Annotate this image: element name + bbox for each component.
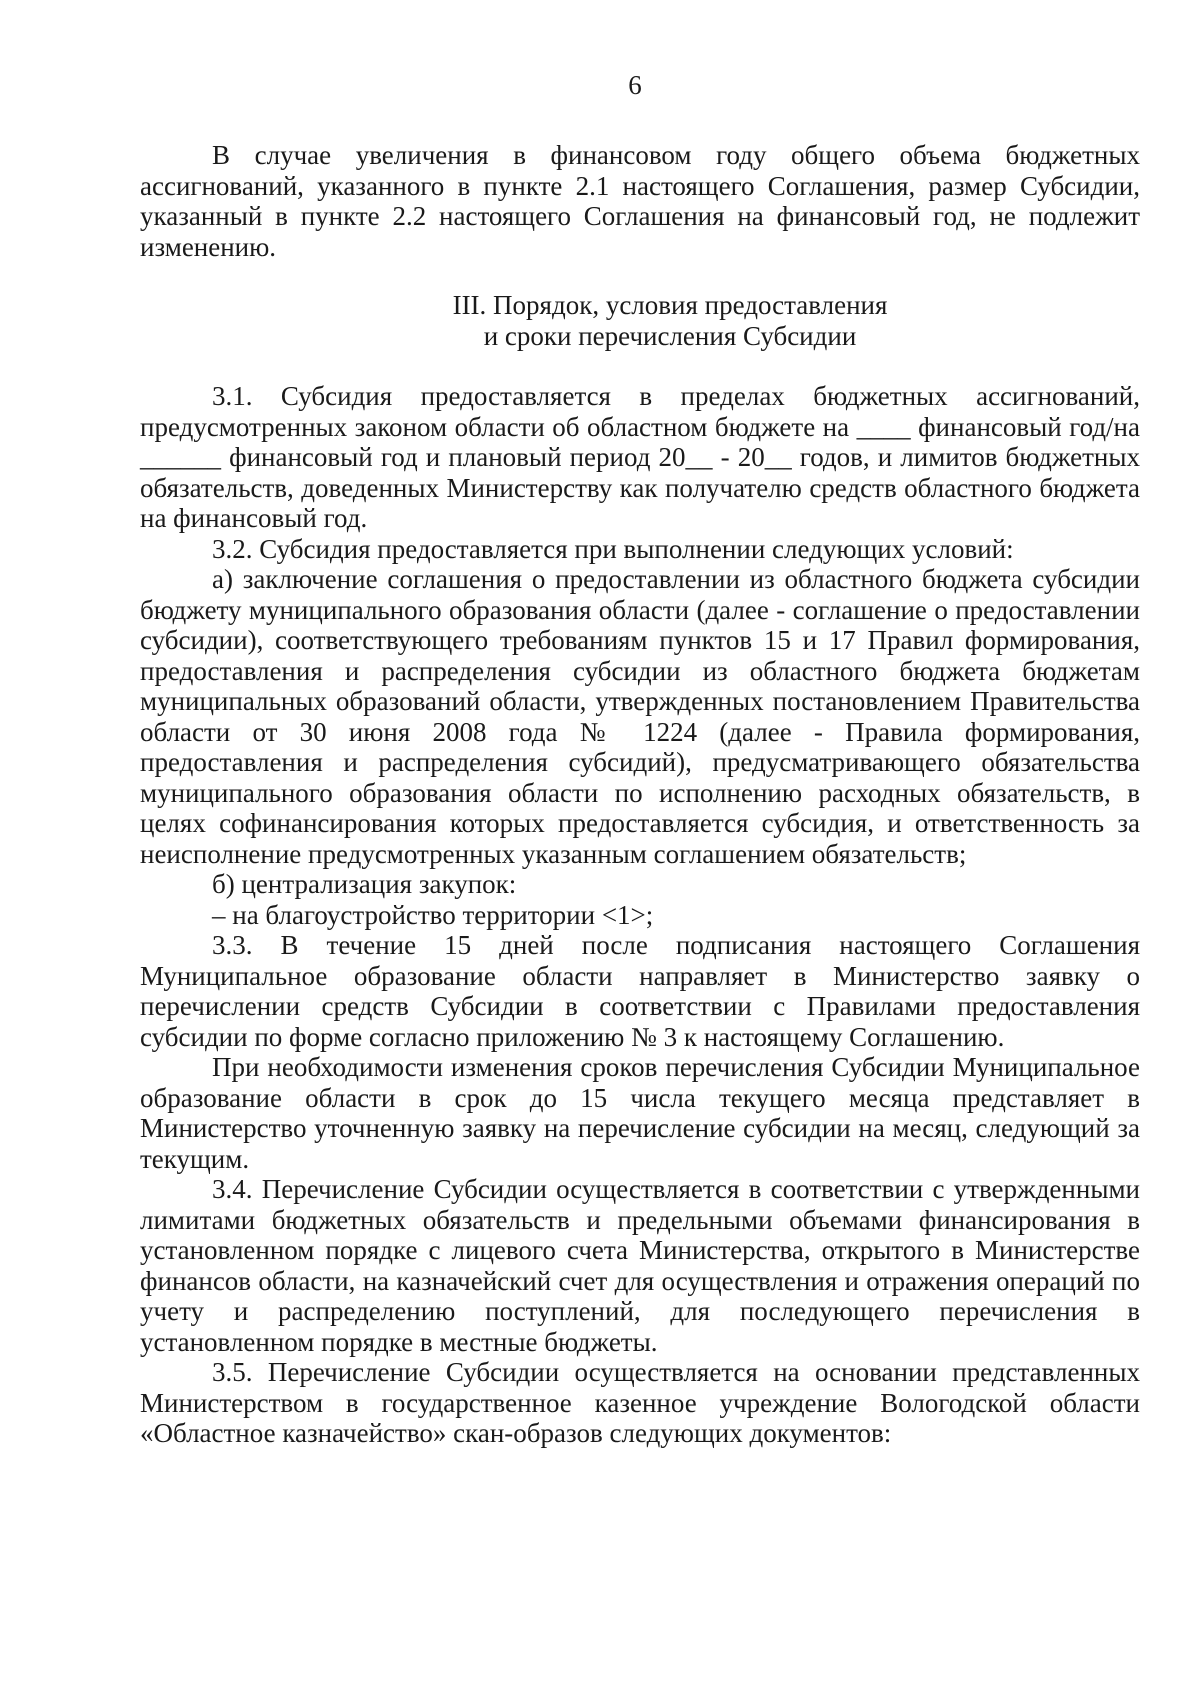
page-number: 6 (628, 70, 642, 100)
paragraph-3-2-b: б) централизация закупок: (212, 869, 517, 899)
paragraph-3-3-continued: При необходимости изменения сроков перечисления Субсидии Муниципальное образование области в срок до 15 числа текущего месяца представляет в Министерство уточненную заявку на перечисление субсидии на месяц, следующий за текущим. (140, 1052, 1140, 1174)
section-heading-line-2: и сроки перечисления Субсидии (483, 320, 857, 351)
paragraph-3-2-a: а) заключение соглашения о предоставлении из областного бюджета субсидии бюджету муниципального образования области (далее - соглашение о предоставлении субсидии), соответствующего требованиям пунктов 15 и 17 Правил формирования, предоставления и распределения субсидии из областного бюджета бюджетам муниципальных образований области, утвержденных постановлением Правительства области от 30 июня 2008 года № 1224 (далее - Правила формирования, предоставления и распределения субсидий), предусматривающего обязательства муниципального образования области по исполнению расходных обязательств, в целях софинансирования которых предоставляется субсидия, и ответственность за неисполнение предусмотренных указанным соглашением обязательств; (140, 564, 1140, 869)
document-body (140, 140, 1140, 1449)
intro-paragraph: В случае увеличения в финансовом году общего объема бюджетных ассигнований, указанного в пункте 2.1 настоящего Соглашения, размер Субсидии, указанный в пункте 2.2 настоящего Соглашения на финансовый год, не подлежит изменению. (140, 140, 1140, 262)
section-heading (140, 290, 1140, 351)
paragraph-3-1: 3.1. Субсидия предоставляется в пределах бюджетных ассигнований, предусмотренных законом области об областном бюджете на ____ финансовый год/на ______ финансовый год и плановый период 20__ - 20__ годов, и лимитов бюджетных обязательств, доведенных Министерству как получателю средств областного бюджета на финансовый год. (140, 381, 1140, 533)
paragraph-3-5: 3.5. Перечисление Субсидии осуществляется на основании представленных Министерством в государственное казенное учреждение Вологодской области «Областное казначейство» скан-образов следующих документов: (140, 1357, 1140, 1448)
section-heading-line-1: III. Порядок, условия предоставления (452, 290, 888, 320)
paragraph-3-2-b-item: – на благоустройство территории <1>; (212, 899, 654, 930)
paragraph-3-3: 3.3. В течение 15 дней после подписания настоящего Соглашения Муниципальное образование области направляет в Министерство заявку о перечислении средств Субсидии в соответствии с Правилами предоставления субсидии по форме согласно приложению № 3 к настоящему Соглашению. (140, 930, 1140, 1052)
paragraph-3-2: 3.2. Субсидия предоставляется при выполнении следующих условий: (212, 533, 1014, 564)
paragraph-3-4: 3.4. Перечисление Субсидии осуществляется в соответствии с утвержденными лимитами бюджетных обязательств и предельными объемами финансирования в установленном порядке с лицевого счета Министерства, открытого в Министерстве финансов области, на казначейский счет для осуществления и отражения операций по учету и распределению поступлений, для последующего перечисления в установленном порядке в местные бюджеты. (140, 1174, 1140, 1357)
